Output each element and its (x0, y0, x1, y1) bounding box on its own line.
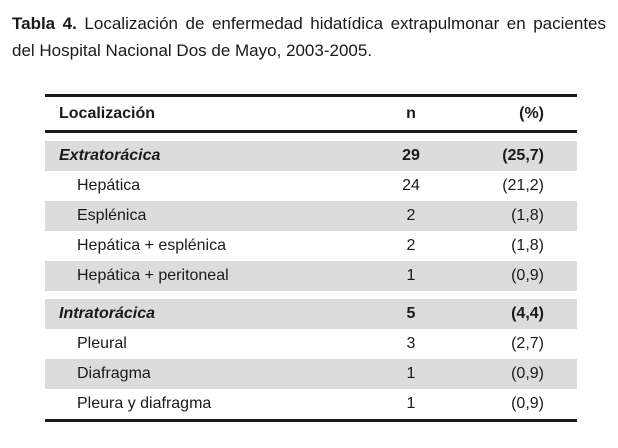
row-pct: (1,8) (511, 237, 544, 254)
header-location: Localización (45, 96, 366, 132)
row-n: 3 (406, 335, 416, 352)
header-pct: (%) (456, 96, 577, 132)
row-pct: (2,7) (511, 335, 544, 352)
group-row-extrathoracic (45, 141, 577, 171)
row-n: 1 (366, 389, 456, 421)
table-header-row (45, 96, 577, 132)
table-row (45, 261, 577, 291)
caption-text: Localización de enfermedad hidatídica extrapulmonar en pacientes del Hospital Nacional Dos de Mayo, 2003-2005. (12, 14, 606, 60)
row-n: 1 (366, 261, 456, 291)
table-row (45, 171, 577, 201)
table-row (45, 329, 577, 359)
group-pct: (25,7) (456, 141, 577, 171)
row-location: Esplénica (45, 201, 366, 231)
row-location: Pleural (77, 335, 127, 352)
row-location: Pleura y diafragma (45, 389, 366, 421)
row-location: Hepática + esplénica (77, 237, 226, 254)
row-n: 2 (366, 201, 456, 231)
table-row (45, 201, 577, 231)
row-location: Hepática + peritoneal (45, 261, 366, 291)
row-location: Diafragma (45, 359, 366, 389)
row-spacer (45, 291, 577, 299)
group-row-intrathoracic (45, 299, 577, 329)
group-n: 29 (366, 141, 456, 171)
table-row (45, 389, 577, 421)
row-n: 2 (406, 237, 416, 254)
header-n: n (366, 96, 456, 132)
group-name: Intratorácica (45, 299, 366, 329)
group-pct: (4,4) (456, 299, 577, 329)
table-caption (12, 10, 606, 64)
row-pct: (1,8) (456, 201, 577, 231)
row-n: 24 (402, 177, 420, 194)
row-n: 1 (366, 359, 456, 389)
table-row (45, 359, 577, 389)
row-pct: (0,9) (456, 359, 577, 389)
group-name: Extratorácica (45, 141, 366, 171)
caption-label: Tabla 4. (12, 14, 77, 33)
row-location: Hepática (77, 177, 141, 194)
row-pct: (0,9) (456, 261, 577, 291)
table-row (45, 231, 577, 261)
group-n: 5 (366, 299, 456, 329)
row-pct: (21,2) (502, 177, 544, 194)
data-table (45, 94, 577, 422)
row-spacer (45, 132, 577, 142)
row-pct: (0,9) (456, 389, 577, 421)
